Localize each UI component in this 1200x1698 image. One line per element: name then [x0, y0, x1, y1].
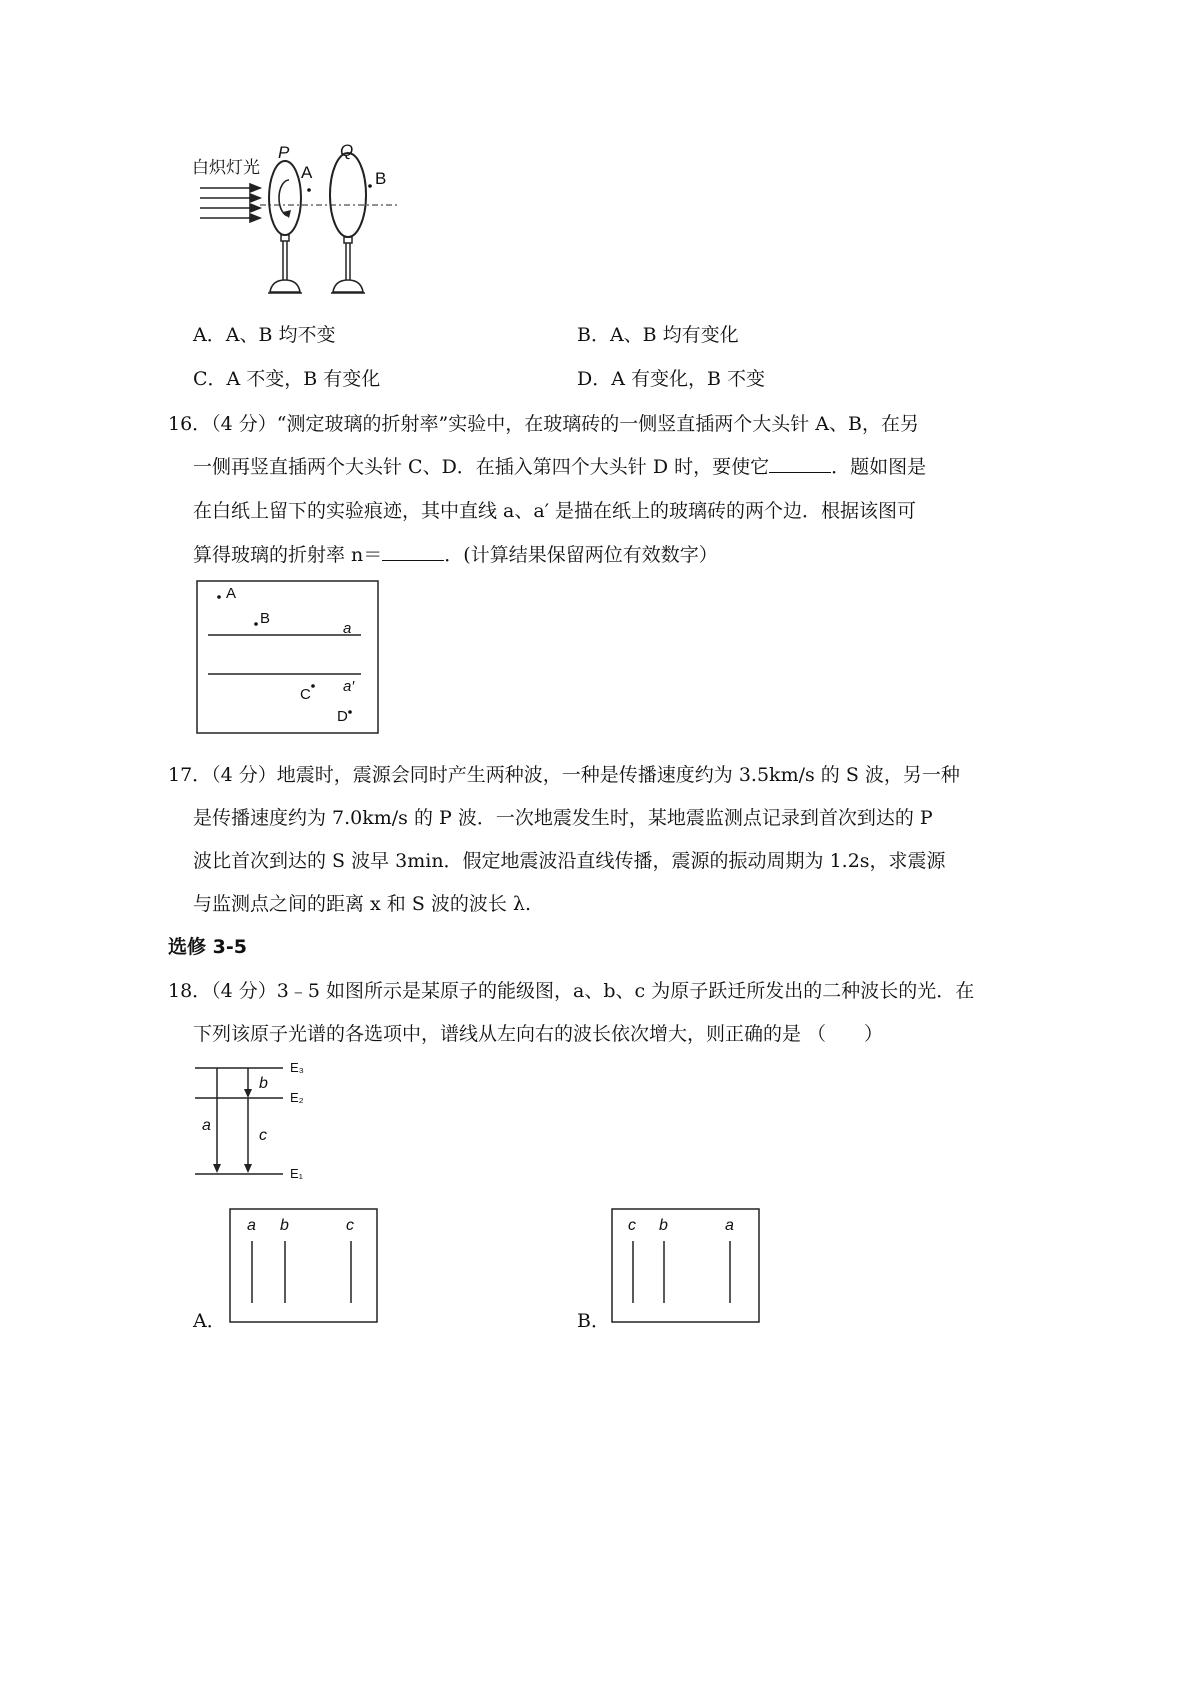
pin-c-label: C: [300, 686, 311, 703]
q16-line-2-tail: ．题如图是: [831, 456, 927, 478]
level-e3-label: E₃: [290, 1060, 304, 1075]
spectrum-option-b[interactable]: [611, 1208, 761, 1324]
spectrum-b-line-1-label: c: [628, 1217, 636, 1234]
spectrum-b-line-3-label: a: [725, 1217, 734, 1234]
level-e1-label: E₁: [290, 1166, 304, 1181]
transition-b-label: b: [259, 1075, 268, 1092]
q18-line-1: 18．（4 分）3﹣5 如图所示是某原子的能级图，a、b、c 为原子跃迁所发出的二种波长的光．在: [168, 980, 975, 1002]
q15-option-b[interactable]: B．A、B 均有变化: [577, 324, 739, 346]
level-e2-label: E₂: [290, 1090, 304, 1105]
q15-option-d[interactable]: D．A 有变化，B 不变: [577, 368, 765, 390]
q17-line-4: 与监测点之间的距离 x 和 S 波的波长 λ.: [193, 893, 532, 915]
polarizer-figure: [190, 140, 420, 310]
spectrum-b-line-2-label: b: [659, 1217, 668, 1234]
q15-option-c[interactable]: C．A 不变，B 有变化: [193, 368, 381, 390]
q16-line-4: [193, 540, 718, 567]
q16-line-1: 16．（4 分）“测定玻璃的折射率”实验中，在玻璃砖的一侧竖直插两个大头针 A、B，在另: [168, 413, 919, 435]
q17-line-1: 17．（4 分）地震时，震源会同时产生两种波，一种是传播速度约为 3.5km/s 的 S 波，另一种: [168, 764, 960, 786]
b-point-label: B: [375, 169, 387, 188]
a-point-label: A: [301, 163, 313, 182]
p-label: P: [278, 143, 290, 162]
transition-a-label: a: [202, 1117, 211, 1134]
q-label: Q: [340, 141, 354, 160]
pin-d-label: D: [337, 708, 348, 725]
section-heading: 选修 3-5: [168, 936, 247, 958]
polarizer-q: [330, 153, 366, 293]
q16-blank-1[interactable]: [769, 456, 831, 473]
q16-line-2: [193, 452, 926, 479]
q16-blank-2[interactable]: [382, 544, 444, 561]
q17-line-2: 是传播速度约为 7.0km/s 的 P 波．一次地震发生时，某地震监测点记录到首次到达的 P: [193, 807, 933, 829]
q16-line-2-text: 一侧再竖直插两个大头针 C、D．在插入第四个大头针 D 时，要使它: [193, 456, 770, 478]
refraction-trace-figure: [196, 580, 380, 735]
q16-line-4-tail: ．(计算结果保留两位有效数字）: [444, 544, 718, 566]
pin-b-label: B: [260, 610, 271, 627]
edge-a-label: a: [343, 620, 352, 637]
q18-option-b-label[interactable]: B．: [577, 1310, 610, 1332]
energy-level-diagram: [190, 1058, 320, 1188]
transition-c-label: c: [259, 1127, 267, 1144]
q16-line-3: 在白纸上留下的实验痕迹，其中直线 a、a′ 是描在纸上的玻璃砖的两个边．根据该图可: [193, 500, 917, 522]
q18-option-a-label[interactable]: A．: [193, 1310, 226, 1332]
spectrum-a-line-3-label: c: [346, 1217, 354, 1234]
light-arrows: [200, 184, 260, 222]
spectrum-option-a[interactable]: [229, 1208, 379, 1324]
spectrum-a-line-1-label: a: [247, 1217, 256, 1234]
q16-line-4-text: 算得玻璃的折射率 n＝: [193, 544, 383, 566]
pin-a-label: A: [226, 585, 237, 602]
polarizer-p: [268, 161, 302, 293]
spectrum-a-line-2-label: b: [280, 1217, 289, 1234]
q18-line-2: 下列该原子光谱的各选项中，谱线从左向右的波长依次增大，则正确的是 （ ）: [193, 1023, 884, 1045]
incandescent-light-label: 白炽灯光: [192, 158, 260, 177]
q17-line-3: 波比首次到达的 S 波早 3min．假定地震波沿直线传播，震源的振动周期为 1.2s，求震源: [193, 850, 946, 872]
q15-option-a[interactable]: A．A、B 均不变: [193, 324, 336, 346]
edge-a-prime-label: a′: [343, 678, 355, 695]
